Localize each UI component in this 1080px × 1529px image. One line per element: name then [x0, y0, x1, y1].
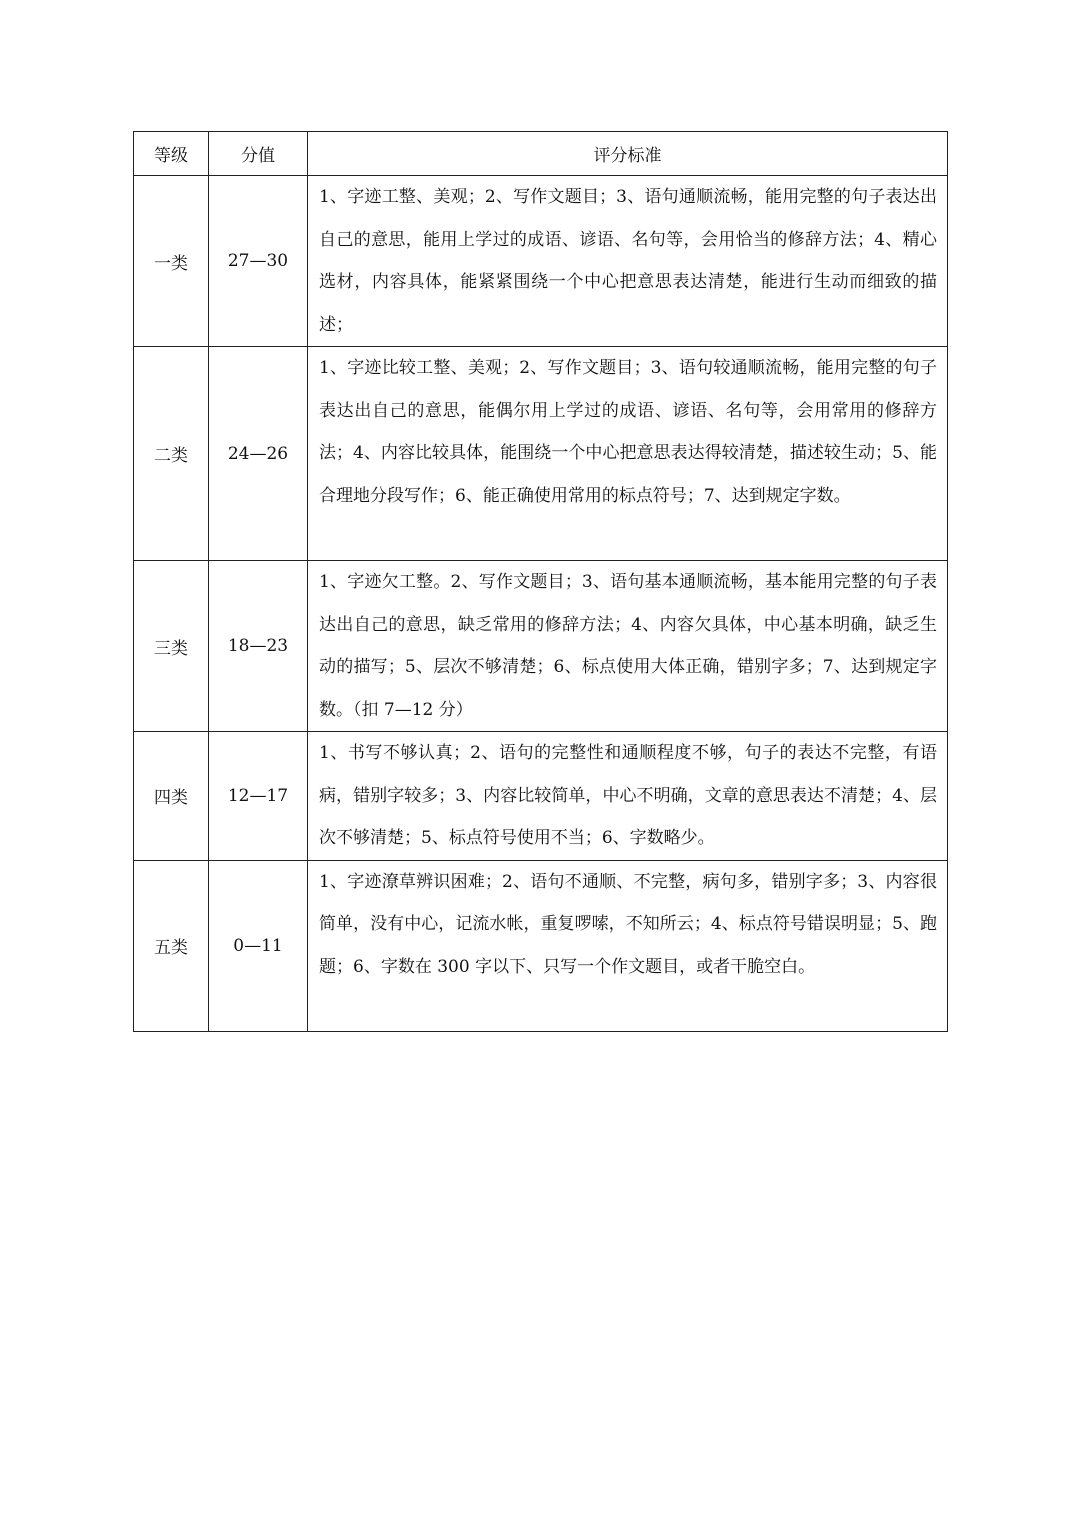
row-score: 12—17 [209, 732, 308, 861]
row-criteria: 1、字迹欠工整。2、写作文题目；3、语句基本通顺流畅，基本能用完整的句子表达出自己的意思，缺乏常用的修辞方法；4、内容欠具体，中心基本明确，缺乏生动的描写；5、层次不够清楚；6、标点使用大体正确，错别字多；7、达到规定字数。（扣 7—12 分） [308, 561, 948, 732]
table-row [134, 860, 948, 1031]
row-score: 0—11 [209, 860, 308, 1031]
row-score: 27—30 [209, 176, 308, 347]
row-criteria: 1、书写不够认真；2、语句的完整性和通顺程度不够，句子的表达不完整，有语病，错别字较多；3、内容比较简单，中心不明确，文章的意思表达不清楚；4、层次不够清楚；5、标点符号使用不当；6、字数略少。 [308, 732, 948, 861]
table-row [134, 561, 948, 732]
row-level: 一类 [134, 176, 209, 347]
header-criteria: 评分标准 [308, 132, 948, 176]
table-row [134, 732, 948, 861]
row-level: 三类 [134, 561, 209, 732]
table-row [134, 347, 948, 561]
row-score: 24—26 [209, 347, 308, 561]
row-criteria: 1、字迹工整、美观；2、写作文题目；3、语句通顺流畅，能用完整的句子表达出自己的意思，能用上学过的成语、谚语、名句等，会用恰当的修辞方法；4、精心选材，内容具体，能紧紧围绕一个中心把意思表达清楚，能进行生动而细致的描述； [308, 176, 948, 347]
row-level: 五类 [134, 860, 209, 1031]
grading-rubric-table [133, 131, 948, 1032]
table-header-row [134, 132, 948, 176]
header-level: 等级 [134, 132, 209, 176]
row-criteria: 1、字迹潦草辨识困难；2、语句不通顺、不完整，病句多，错别字多；3、内容很简单，没有中心，记流水帐，重复啰嗦，不知所云；4、标点符号错误明显；5、跑题；6、字数在 300 字以下、只写一个作文题目，或者干脆空白。 [308, 860, 948, 1031]
header-score: 分值 [209, 132, 308, 176]
table-row [134, 176, 948, 347]
row-score: 18—23 [209, 561, 308, 732]
row-level: 四类 [134, 732, 209, 861]
row-criteria: 1、字迹比较工整、美观；2、写作文题目；3、语句较通顺流畅，能用完整的句子表达出自己的意思，能偶尔用上学过的成语、谚语、名句等，会用常用的修辞方法；4、内容比较具体，能围绕一个中心把意思表达得较清楚，描述较生动；5、能合理地分段写作；6、能正确使用常用的标点符号；7、达到规定字数。 [308, 347, 948, 561]
row-level: 二类 [134, 347, 209, 561]
